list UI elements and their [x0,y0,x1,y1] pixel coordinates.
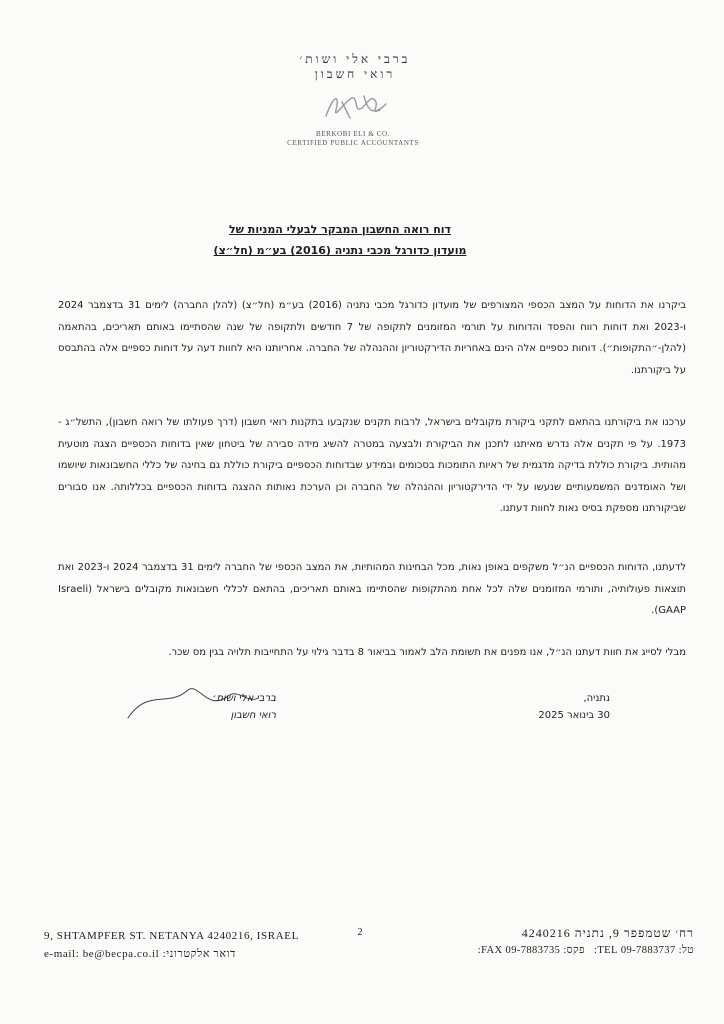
paragraph-standards: ערכנו את ביקורתנו בהתאם לתקני ביקורת מקובלים בישראל, לרבות תקנים שנקבעו בתקנות רואי חשבון (דרך פעולתו של רואה חשבון), התשל״ג - 1973. על פי תקנים אלה נדרש מאיתנו לתכנן את הביקורת ולבצעה במטרה להשיג מידה סבירה של ביטחון שאין בדוחות הכספיים הצגה מוטעית מהותית. ביקורת כוללת בדיקה מדגמית של ראיות התומכות בסכומים ובמידע שבדוחות הכספיים ביקורת כוללת גם בחינה של כללי החשבונאות שיושמו ושל האומדנים המשמעותיים שנעשו על ידי הדירקטוריון וההנהלה של החברה וכן הערכת נאותות ההצגה בדוחות הכספיים בכללותה. אנו סבורים שביקורתנו מספקת בסיס נאות לחוות דעתנו. [58,417,686,515]
footer-tel-label-en: TEL: [594,945,618,956]
letterhead-logo-scribble [306,88,406,124]
firm-name-english: BERKOBI ELI & CO. [316,130,390,138]
signature-firm: ברבי אלי ושות׳ [212,693,276,704]
footer-email: e-mail: be@becpa.co.il [44,948,160,960]
title-line-2: מועדון כדורגל מכבי נתניה (2016) בע״מ (חל״צ) [213,244,467,257]
footer-phone: 09-7883737 [620,945,676,956]
firm-title-english: CERTIFIED PUBLIC ACCOUNTANTS [287,139,419,147]
letterhead-english [268,130,438,148]
title-line-1: דוח רואה החשבון המבקר לבעלי המניות של [228,223,451,236]
footer-phone-fax-row [388,942,694,960]
footer-address-english: 9, SHTAMPFER ST. NETANYA 4240216, ISRAEL [44,930,299,942]
place-date [530,690,610,724]
letterhead-firm-name [250,52,460,82]
signature-title: רואי חשבון [230,710,276,721]
date: 30 בינואר 2025 [538,710,610,721]
footer-fax-label-en: FAX: [477,945,503,956]
footer-email-label-hebrew: דואר אלקטרוני: [162,948,236,960]
page-number: 2 [357,927,363,938]
footer-hebrew [388,924,694,960]
footer-fax: 09-7883735 [505,945,561,956]
paragraph-scope: ביקרנו את הדוחות על המצב הכספי המצורפים של מועדון כדורגל מכבי נתניה (2016) בע״מ (חל״צ) (להלן החברה) לימים 31 בדצמבר 2024 ו-2023 ואת דוחות רווח והפסד והדוחות על תורמי המזומנים לתקופה של 7 חודשים ולתקופה של שנה שהסתיימו באותם תאריכים, בהתאמה (להלן-״התקופות״). דוחות כספיים אלה הינם באחריות הדירקטוריון וההנהלה של החברה. אחריותנו היא לחוות דעה על דוחות כספיים אלה בהתבסס על ביקורתנו. [58,300,687,376]
footer-english [44,927,314,963]
footer-email-row [44,945,314,963]
footer-address-hebrew: רח׳ שטמפפר 9, נתניה 4240216 [521,926,694,940]
paragraph-opinion: לדעתנו, הדוחות הכספיים הנ״ל משקפים באופן נאות, מכל הבחינות המהותיות, את המצב הכספי של החברה לימים 31 בדצמבר 2024 ו-2023 ואת תוצאות פעולותיה, ותורמי המזומנים שלה לכל אחת מהתקופות שהסתיימו באותם תאריכים, בהתאם לכללי חשבונאות מקובלים בישראל (Israeli GAAP). [58,562,687,617]
footer-fax-label: פקס: [563,945,585,956]
paragraph-emphasis: מבלי לסייג את חוות דעתנו הנ״ל, אנו מפנים את תשומת הלב לאמור בביאור 8 בדבר גילוי על התחייבות תלויה בגין מס שכר. [168,647,686,658]
report-title [140,219,540,261]
signature-block [126,690,276,724]
footer-phone-label: טל: [678,945,694,956]
firm-title-hebrew: רואי חשבון [314,67,396,81]
place: נתניה, [583,693,610,704]
firm-name-hebrew: ברבי אלי ושות׳ [299,52,411,66]
